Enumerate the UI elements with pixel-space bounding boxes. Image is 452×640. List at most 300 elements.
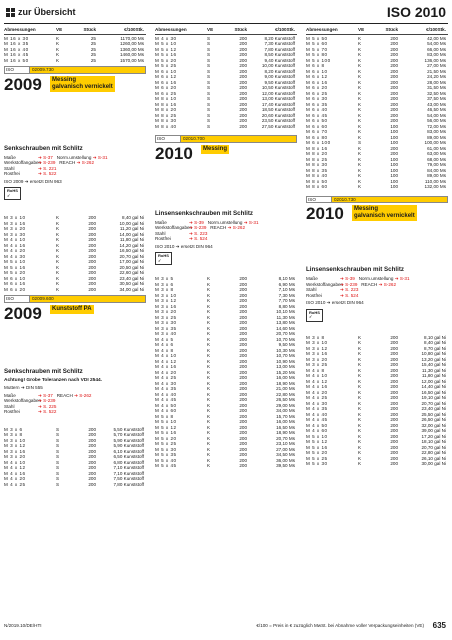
table-cell: 5,70 Kunststoff: [113, 432, 144, 437]
table-cell: K: [56, 215, 60, 220]
table-cell: 27,00 Ms: [276, 446, 295, 452]
info-block: Maße ➔ S-37 Norm.umstellung ➔ S-31 Werkstoffangaben➔ S-239 REACH ➔ S-262 Stahl ➔ S. 221 Rostfrei ➔ S. 522 ISO 2009 ➔ ersetzt DIN 963: [4, 154, 108, 184]
table-cell: M 8 x 20: [306, 151, 328, 156]
table-cell: 100: [390, 129, 398, 134]
table-cell: M 4 x 40: [155, 391, 177, 397]
table-cell: S: [207, 57, 211, 63]
table-cell: 200: [390, 395, 398, 400]
table-cell: 8,40 gal Ni: [424, 340, 446, 345]
table-cell: 34,00 gal Ni: [119, 286, 144, 292]
table-cell: 100: [390, 140, 398, 145]
table-cell: K: [56, 237, 60, 242]
table-cell: 200: [88, 448, 96, 454]
table-cell: 15,20 Ms: [276, 369, 295, 375]
table-cell: M 4 x 20: [306, 389, 328, 395]
table-cell: M 4 x 30: [306, 400, 328, 406]
table-cell: M 4 x 25: [306, 395, 328, 400]
table-cell: 7,80 Kunststoff: [264, 46, 295, 52]
table-cell: 200: [390, 406, 398, 411]
table-cell: M 3 x 25: [306, 362, 328, 367]
table-cell: 26,50 gal Ni: [421, 417, 446, 422]
table-cell: 7,80 Kunststoff: [113, 481, 144, 487]
table-cell: M 3 x 25: [155, 314, 177, 320]
table-cell: 25,50 gal Ni: [421, 411, 446, 417]
table-cell: M 3 x 30: [155, 320, 177, 325]
table-cell: 16,50 gal Ni: [421, 389, 446, 395]
product-title: Linsensenkschrauben mit Schlitz: [155, 209, 253, 217]
table-cell: K: [207, 375, 211, 380]
table-cell: 200: [390, 35, 398, 41]
table-cell: 200: [88, 443, 96, 448]
table-cell: 200: [239, 68, 247, 74]
table-cell: K: [358, 362, 362, 367]
table-cell: 200: [390, 334, 398, 340]
table-cell: 30,00 gal Ni: [421, 461, 446, 466]
table-cell: M 5 x 10: [306, 433, 328, 439]
table-cell: 200: [390, 400, 398, 406]
table-cell: K: [56, 242, 60, 248]
table-cell: 6,90 Ms: [278, 281, 295, 287]
table-cell: M 6 x 12: [155, 74, 177, 79]
table-cell: 31,50 Ms: [427, 85, 446, 90]
table-cell: 10,80 gal Ni: [421, 351, 446, 356]
table-cell: 7,10 Kunststoff: [113, 465, 144, 470]
column-2: [155, 27, 297, 469]
table-cell: M 8 x 25: [306, 156, 328, 162]
table-cell: M 6 x 30: [306, 96, 328, 101]
table-cell: M 5 x 80: [306, 52, 328, 57]
table-cell: K: [358, 46, 362, 52]
table-cell: K: [56, 259, 60, 264]
table-cell: M 6 x 50: [306, 118, 328, 123]
table-cell: K: [56, 226, 60, 231]
table-cell: M 6 x 20: [4, 286, 26, 292]
table-cell: K: [207, 353, 211, 358]
table-cell: 10,70 Ms: [276, 353, 295, 358]
table-cell: K: [207, 276, 211, 281]
table-cell: 16,50 Ms: [276, 424, 295, 430]
table-cell: K: [358, 455, 362, 461]
table-cell: M 6 x 100: [306, 140, 331, 145]
table-cell: 200: [239, 457, 247, 463]
table-cell: 200: [88, 270, 96, 275]
table-cell: 16,50 gal Ni: [119, 248, 144, 253]
table-cell: 200: [390, 41, 398, 46]
table-cell: 200: [239, 107, 247, 112]
table-cell: S: [207, 90, 211, 96]
table-cell: S: [56, 437, 60, 443]
table-cell: 20,70 gal Ni: [421, 400, 446, 406]
table-cell: K: [358, 351, 362, 356]
table-cell: 36,00 Ms: [276, 457, 295, 463]
table-cell: M 4 x 30: [155, 380, 177, 386]
table-cell: K: [358, 389, 362, 395]
table-cell: M 6 x 10: [155, 68, 177, 74]
table-cell: S: [207, 107, 211, 112]
back-to-overview-link[interactable]: [6, 7, 76, 17]
table-cell: 1360,00 Ms: [119, 46, 144, 52]
table-cell: K: [207, 402, 211, 408]
table-cell: M 4 x 50: [155, 402, 177, 408]
table-cell: M 3 x 5: [155, 276, 174, 281]
table-cell: 7,10 Ms: [278, 287, 295, 292]
table-cell: M 16 x 35: [4, 41, 29, 46]
table-cell: M 3 x 6: [155, 281, 174, 287]
product-title: Senkschrauben mit Schlitz: [4, 367, 83, 375]
table-cell: S: [358, 140, 362, 145]
table-cell: 22,80 gal Ni: [421, 450, 446, 455]
table-cell: K: [56, 248, 60, 253]
table-cell: 9,50 Kunststoff: [264, 79, 295, 85]
rohs-badge: RoHS ✓: [306, 309, 323, 322]
table-cell: K: [56, 35, 60, 41]
table-rows: [4, 36, 146, 64]
table-rows: [155, 36, 297, 130]
table-cell: K: [358, 373, 362, 378]
table-cell: 21,50 Ms: [427, 68, 446, 74]
table-cell: K: [207, 292, 211, 298]
table-cell: 14,00 gal Ni: [119, 231, 144, 237]
page-title: ISO 2010: [386, 4, 446, 20]
table-cell: K: [56, 46, 60, 52]
table-cell: M 6 x 80: [306, 134, 328, 140]
table-cell: 8,10 gal Ni: [424, 334, 446, 340]
table-cell: M 5 x 45: [155, 463, 177, 468]
table-cell: M 4 x 45: [306, 417, 328, 422]
table-cell: 14,20 gal Ni: [119, 242, 144, 248]
table-cell: M 3 x 40: [155, 331, 177, 336]
table-cell: 200: [239, 446, 247, 452]
table-cell: M 8 x 50: [306, 178, 328, 184]
product-title: Senkschrauben mit Schlitz: [4, 144, 83, 152]
table-cell: K: [358, 461, 362, 466]
table-rows: [4, 215, 146, 292]
table-cell: 200: [88, 242, 96, 248]
table-cell: 16,00 Ms: [276, 419, 295, 424]
table-cell: M 3 x 20: [4, 454, 26, 459]
table-cell: K: [358, 134, 362, 140]
table-cell: M 8 x 30: [306, 162, 328, 167]
table-cell: M 4 x 60: [155, 408, 177, 413]
table-cell: 10,70 Ms: [276, 336, 295, 342]
table-cell: 43,00 Ms: [427, 101, 446, 107]
grid-icon: [6, 8, 15, 17]
table-cell: 200: [88, 437, 96, 443]
table-cell: 20,70 Ms: [276, 331, 295, 336]
table-cell: 16,00 Ms: [276, 375, 295, 380]
table-cell: 200: [390, 439, 398, 444]
table-cell: 13,20 gal Ni: [421, 356, 446, 362]
table-cell: K: [358, 367, 362, 373]
table-cell: S: [207, 123, 211, 129]
table-cell: M 5 x 25: [155, 63, 177, 68]
table-cell: S: [207, 35, 211, 41]
table-cell: 200: [390, 107, 398, 112]
table-cell: 200: [390, 373, 398, 378]
table-cell: S: [56, 448, 60, 454]
table-cell: 22,60 gal Ni: [119, 270, 144, 275]
table-cell: 6,10 Kunststoff: [113, 448, 144, 454]
table-cell: 200: [88, 286, 96, 292]
table-header: Abmessungen VE Stück €/100Stk.: [4, 27, 146, 35]
table-cell: 200: [239, 52, 247, 57]
table-cell: 100: [390, 173, 398, 178]
table-cell: 200: [239, 292, 247, 298]
table-cell: M 6 x 16: [155, 79, 177, 85]
table-cell: 200: [390, 340, 398, 345]
table-cell: 34,00 Ms: [276, 408, 295, 413]
table-cell: 200: [239, 408, 247, 413]
table-cell: 200: [390, 417, 398, 422]
table-cell: K: [207, 452, 211, 457]
table-cell: 9,40 Kunststoff: [264, 57, 295, 63]
table-cell: M 3 x 16: [4, 448, 26, 454]
table-cell: 200: [390, 450, 398, 455]
table-cell: 10,30 Ms: [276, 347, 295, 353]
table-cell: 6,50 Kunststoff: [113, 454, 144, 459]
table-cell: 54,00 Ms: [427, 112, 446, 118]
table-cell: 21,00 Ms: [276, 386, 295, 391]
table-cell: 9,50 Ms: [278, 342, 295, 347]
table-cell: M 6 x 35: [306, 101, 328, 107]
product-title: Linsensenkschrauben mit Schlitz: [306, 266, 404, 273]
table-row: [4, 482, 146, 488]
table-cell: S: [56, 443, 60, 448]
table-cell: M 8 x 16: [155, 101, 177, 107]
table-cell: 15,40 gal Ni: [421, 362, 446, 367]
iso-box: ISO 02010.730: [306, 196, 448, 204]
table-cell: M 5 x 10: [4, 259, 26, 264]
table-cell: K: [358, 384, 362, 389]
table-cell: K: [207, 298, 211, 303]
table-cell: K: [358, 356, 362, 362]
table-cell: 18,50 Kunststoff: [261, 107, 295, 112]
table-cell: 200: [239, 452, 247, 457]
table-cell: 8,50 Kunststoff: [264, 52, 295, 57]
table-cell: 46,50 Ms: [427, 107, 446, 112]
table-cell: K: [207, 446, 211, 452]
table-cell: K: [358, 184, 362, 189]
table-cell: S: [56, 481, 60, 487]
table-cell: M 3 x 8: [306, 334, 325, 340]
table-cell: 39,50 Ms: [276, 463, 295, 468]
table-cell: 20,70 Ms: [276, 435, 295, 441]
table-row: [155, 124, 297, 130]
table-cell: K: [358, 118, 362, 123]
table-cell: 7,30 Kunststoff: [264, 41, 295, 46]
table-cell: 20,70 gal Ni: [119, 253, 144, 259]
table-cell: 7,70 Ms: [278, 298, 295, 303]
table-cell: 22,80 Ms: [276, 391, 295, 397]
table-cell: 54,00 Ms: [427, 41, 446, 46]
table-rows: [155, 276, 297, 469]
table-cell: 200: [390, 57, 398, 63]
iso-box: ISO 02009.600: [4, 295, 146, 303]
table-cell: M 8 x 25: [155, 112, 177, 118]
table-cell: K: [207, 463, 211, 468]
table-cell: 200: [390, 52, 398, 57]
table-cell: 200: [88, 454, 96, 459]
info-block: Maße ➔ S-39 Norm.umstellung ➔ S-31 Werkstoffangaben➔ S-239 REACH ➔ S-262 Stahl ➔ S. 223 Rostfrei ➔ S. 524 ISO 2010 ➔ ersetzt DIN 964: [155, 219, 259, 249]
product-year: 2010: [306, 204, 344, 223]
table-cell: K: [358, 395, 362, 400]
table-cell: M 6 x 40: [306, 107, 328, 112]
table-header: Abmessungen VE Stück €/100Stk.: [155, 27, 297, 35]
table-cell: 8,20 Kunststoff: [264, 68, 295, 74]
table-cell: S: [207, 101, 211, 107]
table-cell: K: [56, 286, 60, 292]
table-cell: K: [358, 79, 362, 85]
article-number: 02009.730: [30, 67, 145, 73]
table-cell: K: [207, 358, 211, 364]
table-cell: K: [56, 41, 60, 46]
table-cell: 30,50 gal Ni: [119, 281, 144, 286]
table-cell: 25: [90, 52, 96, 57]
table-cell: K: [358, 123, 362, 129]
table-cell: 200: [88, 432, 96, 437]
table-cell: M 4 x 20: [4, 248, 26, 253]
table-cell: K: [358, 173, 362, 178]
footer-note: €/100 = Preis in € zuzüglich MwSt. bei Abnahme voller Verpackungseinheiten (VE): [256, 623, 424, 628]
table-cell: 200: [239, 35, 247, 41]
table-cell: 12,00 gal Ni: [421, 378, 446, 384]
table-cell: 200: [239, 336, 247, 342]
table-cell: M 5 x 16: [155, 430, 177, 435]
table-cell: M 5 x 20: [155, 57, 177, 63]
iso-box: ISO 02009.730: [4, 66, 146, 74]
table-cell: 200: [390, 96, 398, 101]
table-cell: 13,80 Ms: [276, 320, 295, 325]
table-cell: 200: [239, 386, 247, 391]
table-cell: 200: [390, 362, 398, 367]
table-cell: 200: [390, 145, 398, 151]
table-cell: K: [358, 178, 362, 184]
table-cell: 8,70 gal Ni: [424, 345, 446, 351]
table-cell: M 4 x 16: [306, 384, 328, 389]
warning-note: Achtung! Grobe Toleranzen nach VDI 2544.: [4, 377, 102, 383]
table-rows: [306, 36, 448, 190]
article-number: 02010.700: [181, 136, 296, 142]
table-cell: M 3 x 35: [155, 325, 177, 331]
table-cell: 26,50 Ms: [276, 397, 295, 402]
table-cell: M 4 x 16: [4, 242, 26, 248]
table-cell: 83,00 Ms: [427, 52, 446, 57]
table-cell: 200: [239, 101, 247, 107]
table-cell: K: [207, 309, 211, 314]
table-cell: 200: [239, 287, 247, 292]
table-cell: K: [207, 281, 211, 287]
table-cell: K: [358, 400, 362, 406]
article-number: 02009.600: [30, 296, 145, 302]
table-cell: M 16 x 30: [4, 35, 29, 41]
table-cell: 200: [239, 314, 247, 320]
footer-code: N/2019.10/DE/HTI: [4, 623, 42, 628]
table-cell: 17,20 gal Ni: [421, 433, 446, 439]
table-row: [155, 463, 297, 469]
table-cell: 200: [239, 46, 247, 52]
table-cell: K: [358, 162, 362, 167]
table-cell: K: [358, 345, 362, 351]
table-cell: 200: [239, 96, 247, 101]
table-cell: 200: [239, 391, 247, 397]
table-cell: 200: [390, 79, 398, 85]
table-cell: S: [56, 470, 60, 476]
table-cell: 200: [239, 281, 247, 287]
table-cell: K: [207, 457, 211, 463]
table-cell: K: [358, 151, 362, 156]
table-cell: 200: [88, 215, 96, 220]
table-cell: 200: [239, 402, 247, 408]
table-cell: 66,00 Ms: [427, 46, 446, 52]
table-cell: 200: [88, 275, 96, 281]
table-cell: 27,50 Kunststoff: [261, 123, 295, 129]
table-cell: 83,00 Ms: [427, 129, 446, 134]
page-header: [4, 2, 448, 24]
table-cell: 200: [390, 444, 398, 450]
table-cell: 200: [88, 237, 96, 242]
table-cell: M 8 x 35: [306, 167, 328, 173]
table-cell: 25: [90, 35, 96, 41]
table-cell: 8,40 gal Ni: [122, 215, 144, 220]
table-cell: M 4 x 12: [306, 378, 328, 384]
table-cell: M 4 x 25: [155, 375, 177, 380]
table-cell: K: [207, 287, 211, 292]
table-rows: [4, 427, 146, 488]
article-number: 02010.730: [332, 197, 447, 203]
table-cell: K: [358, 112, 362, 118]
table-cell: 1570,00 Ms: [119, 57, 144, 63]
table-cell: M 3 x 10: [4, 215, 26, 220]
table-cell: M 6 x 20: [306, 85, 328, 90]
table-cell: M 5 x 30: [306, 461, 328, 466]
table-cell: M 3 x 10: [155, 292, 177, 298]
table-cell: 12,00 Kunststoff: [261, 90, 295, 96]
table-cell: K: [207, 441, 211, 446]
table-cell: 100: [390, 156, 398, 162]
table-cell: 100: [390, 184, 398, 189]
table-cell: K: [207, 336, 211, 342]
table-cell: M 4 x 60: [306, 428, 328, 433]
product-image: [4, 326, 146, 366]
table-cell: K: [207, 386, 211, 391]
table-row: [306, 184, 448, 190]
table-cell: 200: [390, 411, 398, 417]
table-cell: M 16 x 40: [4, 46, 29, 52]
table-cell: 13,00 Ms: [276, 364, 295, 369]
table-cell: 200: [239, 320, 247, 325]
table-cell: K: [207, 424, 211, 430]
table-cell: S: [207, 96, 211, 101]
table-cell: 39,00 gal Ni: [421, 428, 446, 433]
table-cell: 25: [90, 46, 96, 52]
table-cell: 200: [239, 342, 247, 347]
table-cell: 200: [390, 461, 398, 466]
table-cell: 200: [239, 303, 247, 309]
table-cell: 32,00 gal Ni: [421, 422, 446, 428]
table-cell: M 4 x 5: [155, 336, 174, 342]
table-cell: 100: [390, 167, 398, 173]
table-cell: M 3 x 12: [155, 298, 177, 303]
table-cell: K: [358, 145, 362, 151]
table-cell: 18,90 Ms: [276, 430, 295, 435]
table-cell: 200: [239, 41, 247, 46]
table-cell: K: [358, 334, 362, 340]
table-cell: M 3 x 12: [4, 443, 26, 448]
table-cell: 200: [88, 481, 96, 487]
table-cell: K: [56, 281, 60, 286]
product-desc: Kunststoff PA: [52, 305, 92, 312]
table-cell: 200: [239, 375, 247, 380]
